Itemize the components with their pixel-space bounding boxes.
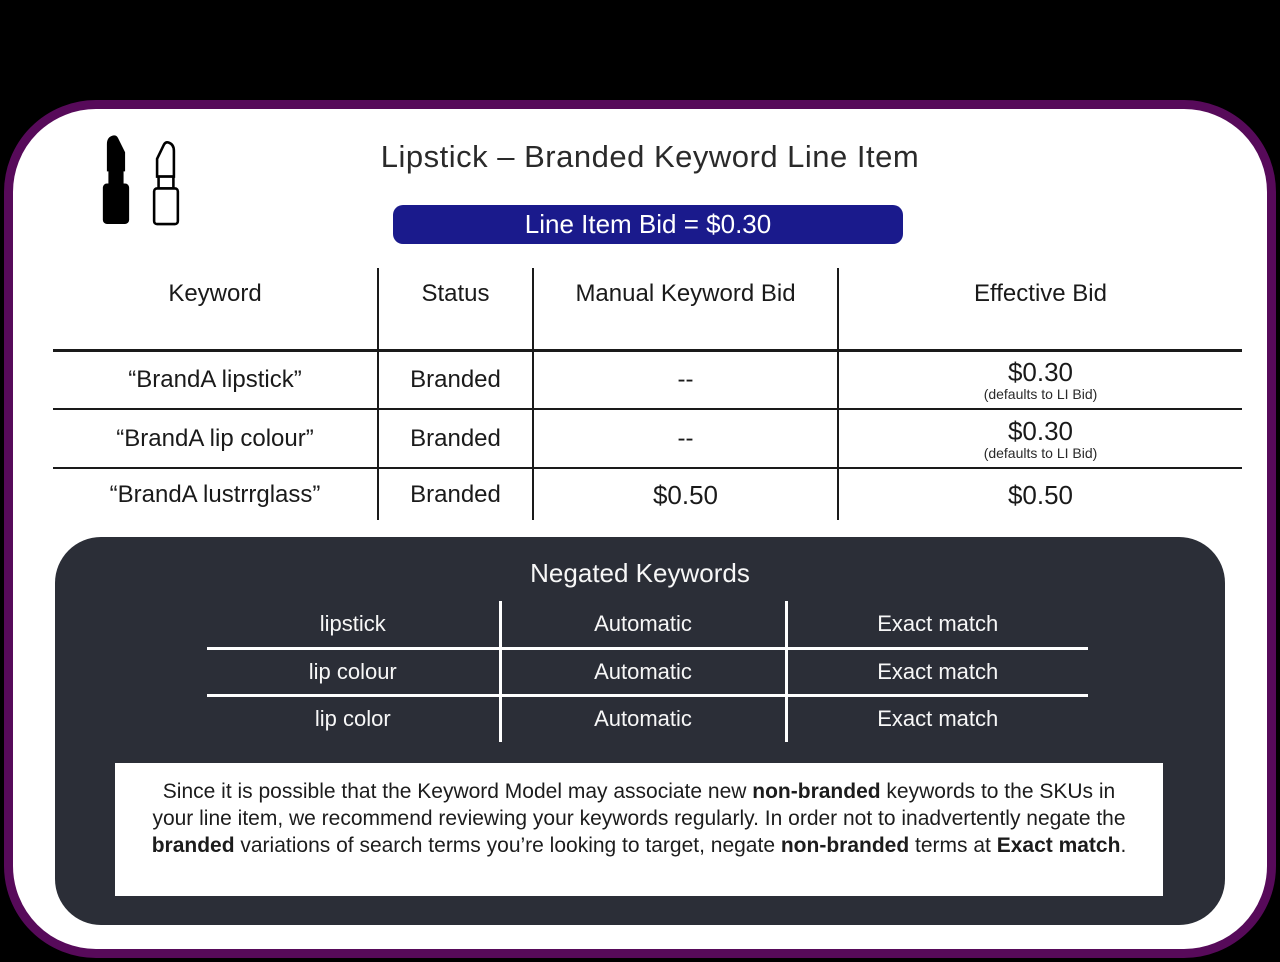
negated-type-cell: Automatic — [500, 648, 786, 695]
negated-match-cell: Exact match — [786, 648, 1088, 695]
note-segment: keywords to the SKUs in your line item, we recommend reviewing your keywords regularly. In order not to inadvertently negate the — [152, 780, 1126, 830]
keyword-cell: “BrandA lipstick” — [53, 350, 378, 409]
keyword-table — [53, 268, 1242, 520]
keyword-table-header-row — [53, 268, 1242, 350]
status-cell: Branded — [378, 350, 533, 409]
status-cell: Branded — [378, 468, 533, 520]
effective-bid-value: $0.30 — [1007, 415, 1074, 446]
effective-bid-value: $0.50 — [1007, 479, 1074, 510]
negated-keyword-row — [207, 648, 1088, 695]
note-text — [115, 763, 1163, 859]
column-header-manual-bid: Manual Keyword Bid — [533, 268, 838, 350]
negated-keywords-table — [207, 601, 1088, 742]
note-segment: non-branded — [780, 834, 910, 857]
lipstick-outline-icon — [146, 140, 184, 232]
negated-keywords-title: Negated Keywords — [530, 558, 750, 588]
line-item-bid-badge: Line Item Bid = $0.30 — [393, 205, 903, 244]
effective-bid-cell — [838, 350, 1242, 409]
effective-bid-cell — [838, 468, 1242, 520]
manual-bid-cell — [533, 468, 838, 520]
note-box — [115, 763, 1163, 896]
column-header-status: Status — [378, 268, 533, 350]
negated-type-cell: Automatic — [500, 695, 786, 742]
lipstick-filled-icon — [97, 133, 137, 231]
column-header-effective-bid: Effective Bid — [838, 268, 1242, 350]
negated-match-cell: Exact match — [786, 695, 1088, 742]
negated-keyword-row — [207, 601, 1088, 648]
note-segment: Exact match — [996, 834, 1121, 857]
keyword-table-row — [53, 409, 1242, 468]
status-cell: Branded — [378, 409, 533, 468]
effective-bid-note: (defaults to LI Bid) — [983, 385, 1098, 402]
column-header-keyword: Keyword — [53, 268, 378, 350]
negated-keyword-cell: lip colour — [207, 648, 500, 695]
negated-keyword-cell: lipstick — [207, 601, 500, 648]
manual-bid-cell: -- — [533, 409, 838, 468]
note-segment: . — [1120, 834, 1127, 857]
negated-keyword-cell: lip color — [207, 695, 500, 742]
negated-keyword-row — [207, 695, 1088, 742]
page-title: Lipstick – Branded Keyword Line Item — [380, 139, 920, 174]
keyword-table-row — [53, 350, 1242, 409]
effective-bid-value: $0.30 — [1007, 356, 1074, 387]
keyword-cell: “BrandA lip colour” — [53, 409, 378, 468]
note-segment: terms at — [909, 834, 997, 857]
keyword-table-row — [53, 468, 1242, 520]
note-segment: non-branded — [752, 780, 881, 803]
negated-match-cell: Exact match — [786, 601, 1088, 648]
negated-type-cell: Automatic — [500, 601, 786, 648]
note-segment: branded — [151, 834, 235, 857]
keyword-cell: “BrandA lustrrglass” — [53, 468, 378, 520]
note-segment: variations of search terms you’re looking to target, negate — [234, 834, 781, 857]
note-segment: Since it is possible that the Keyword Model may associate new — [162, 780, 753, 803]
effective-bid-note: (defaults to LI Bid) — [983, 444, 1098, 461]
effective-bid-cell — [838, 409, 1242, 468]
manual-bid-value: $0.50 — [652, 479, 719, 510]
manual-bid-cell: -- — [533, 350, 838, 409]
